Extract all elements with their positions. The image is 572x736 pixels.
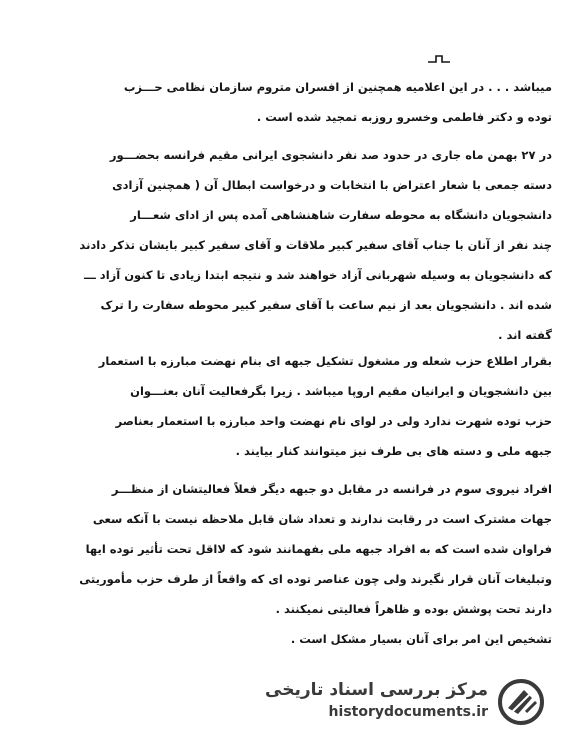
text-line: بقرار اطلاع حزب شعله ور مشغول تشکیل جبهه ای بنام نهضت مبارزه با استعمار [98, 354, 552, 368]
text-line: میباشد . . . در این اعلامیه همچنین از افسران متروم سازمان نظامی حـــزب [123, 80, 552, 94]
text-line: دسته جمعی با شعار اعتراض با انتخابات و درخواست ابطال آن ( همچنین آزادی [112, 178, 552, 192]
watermark-url: historydocuments.ir [328, 704, 488, 720]
text-line: شده اند . دانشجویان بعد از نیم ساعت با آقای سفیر کبیر محوطه سفارت را ترک [100, 298, 552, 312]
text-line: که دانشجویان به وسیله شهربانی آزاد خواهند شد و نتیجه ابتدا زیادی تا کنون آزاد ـــ [84, 268, 552, 282]
paragraph-3 [38, 346, 552, 466]
text-line: دانشجویان دانشگاه به محوطه سفارت شاهنشاهی آمده پس از ادای شعـــار [130, 208, 552, 222]
text-line: بین دانشجویان و ایرانیان مقیم اروپا میباشد . زیرا بگرفعالیت آنان بعنـــوان [130, 384, 552, 398]
text-line: افراد نیروی سوم در فرانسه در مقابل دو جبهه دیگر فعلاً فعالیتشان از منظـــر [111, 482, 552, 496]
text-line: جهات مشترک است در رقابت ندارند و تعداد شان قابل ملاحظه نیست با آنکه سعی [92, 512, 552, 526]
paragraph-4 [38, 474, 552, 654]
text-line: وتبلیغات آنان قرار نگیرند ولی چون عناصر توده ای که واقعاً از طرف حزب مأموریتی [79, 572, 552, 586]
text-line: چند نفر از آنان با جناب آقای سفیر کبیر ملاقات و آقای سفیر کبیر بایشان تذکر دادند [79, 238, 552, 252]
paragraph-2 [38, 140, 552, 350]
archive-logo-icon [496, 678, 546, 726]
watermark-title: مرکز بررسی اسناد تاریخی [265, 680, 488, 700]
text-line: توده و دکتر فاطمی وخسرو روزبه تمجید شده است . [256, 110, 552, 124]
text-line: دارند تحت پوشش بوده و ظاهراً فعالیتی نمیکنند . [275, 602, 552, 616]
text-line: در ۲۷ بهمن ماه جاری در حدود صد نفر دانشجوی ایرانی مقیم فرانسه بحضـــور [109, 148, 552, 162]
text-line: گفته اند . [498, 328, 552, 342]
watermark [246, 676, 546, 728]
text-line: جبهه ملی و دسته های بی طرف نیز میتوانند کنار بیایند . [235, 444, 552, 458]
text-line: فراوان شده است که به افراد جبهه ملی بفهمانند شود که لااقل تحت تأثیر توده ایها [85, 542, 552, 556]
paragraph-1 [38, 72, 552, 132]
handwritten-mark [426, 52, 452, 66]
text-line: حزب توده شهرت ندارد ولی در لوای نام نهضت واحد مبارزه با استعمار بعناصر [115, 414, 552, 428]
text-line: تشخیص این امر برای آنان بسیار مشکل است . [290, 632, 552, 646]
